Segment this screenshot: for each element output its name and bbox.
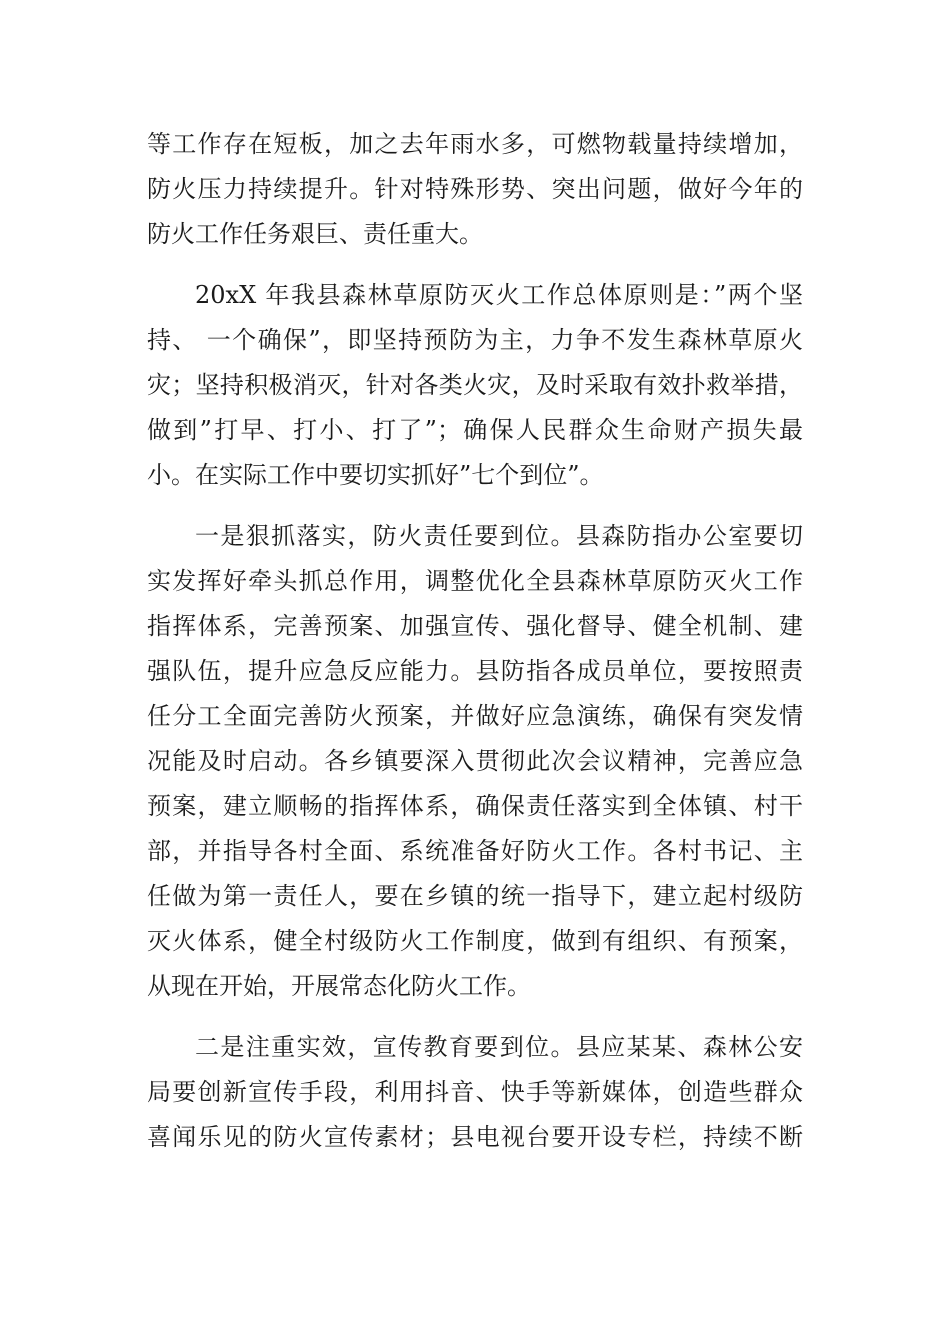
document-body xyxy=(147,122,803,1160)
text-line: 况能及时启动。各乡镇要深入贯彻此次会议精神，完善应急 xyxy=(147,747,803,775)
paragraph-1 xyxy=(147,122,803,257)
text-line: 强队伍，提升应急反应能力。县防指各成员单位，要按照责 xyxy=(147,657,803,685)
text-line: 等工作存在短板，加之去年雨水多，可燃物载量持续增加， xyxy=(147,130,803,158)
text-line: 做到”打早、打小、打了”；确保人民群众生命财产损失最 xyxy=(147,416,803,444)
text-line: 小。在实际工作中要切实抓好”七个到位”。 xyxy=(147,461,604,489)
text-line: 局要创新宣传手段，利用抖音、快手等新媒体，创造些群众 xyxy=(147,1078,803,1106)
text-line: 灾；坚持积极消灭，针对各类火灾，及时采取有效扑救举措， xyxy=(147,371,803,399)
text-line: 指挥体系，完善预案、加强宣传、强化督导、健全机制、建 xyxy=(147,612,803,640)
text-line: 一是狠抓落实，防火责任要到位。县森防指办公室要切 xyxy=(195,522,803,550)
text-line: 灭火体系，健全村级防火工作制度，做到有组织、有预案， xyxy=(147,927,803,955)
text-line: 部，并指导各村全面、系统准备好防火工作。各村书记、主 xyxy=(147,837,803,865)
paragraph-3 xyxy=(147,514,803,1009)
text-line: 20xX 年我县森林草原防灭火工作总体原则是：”两个坚 xyxy=(195,281,803,309)
text-line: 任做为第一责任人，要在乡镇的统一指导下，建立起村级防 xyxy=(147,882,803,910)
paragraph-4 xyxy=(147,1025,803,1160)
paragraph-2 xyxy=(147,273,803,498)
text-line: 防火压力持续提升。针对特殊形势、突出问题，做好今年的 xyxy=(147,175,803,203)
text-line: 二是注重实效，宣传教育要到位。县应某某、森林公安 xyxy=(195,1033,803,1061)
text-line: 实发挥好牵头抓总作用，调整优化全县森林草原防灭火工作 xyxy=(147,567,803,595)
text-line: 喜闻乐见的防火宣传素材；县电视台要开设专栏，持续不断 xyxy=(147,1123,803,1151)
text-line: 持、 一个确保”，即坚持预防为主，力争不发生森林草原火 xyxy=(147,326,803,354)
text-line: 预案，建立顺畅的指挥体系，确保责任落实到全体镇、村干 xyxy=(147,792,803,820)
text-line: 防火工作任务艰巨、责任重大。 xyxy=(147,220,483,248)
text-line: 任分工全面完善防火预案，并做好应急演练，确保有突发情 xyxy=(147,702,803,730)
text-line: 从现在开始，开展常态化防火工作。 xyxy=(147,972,531,1000)
